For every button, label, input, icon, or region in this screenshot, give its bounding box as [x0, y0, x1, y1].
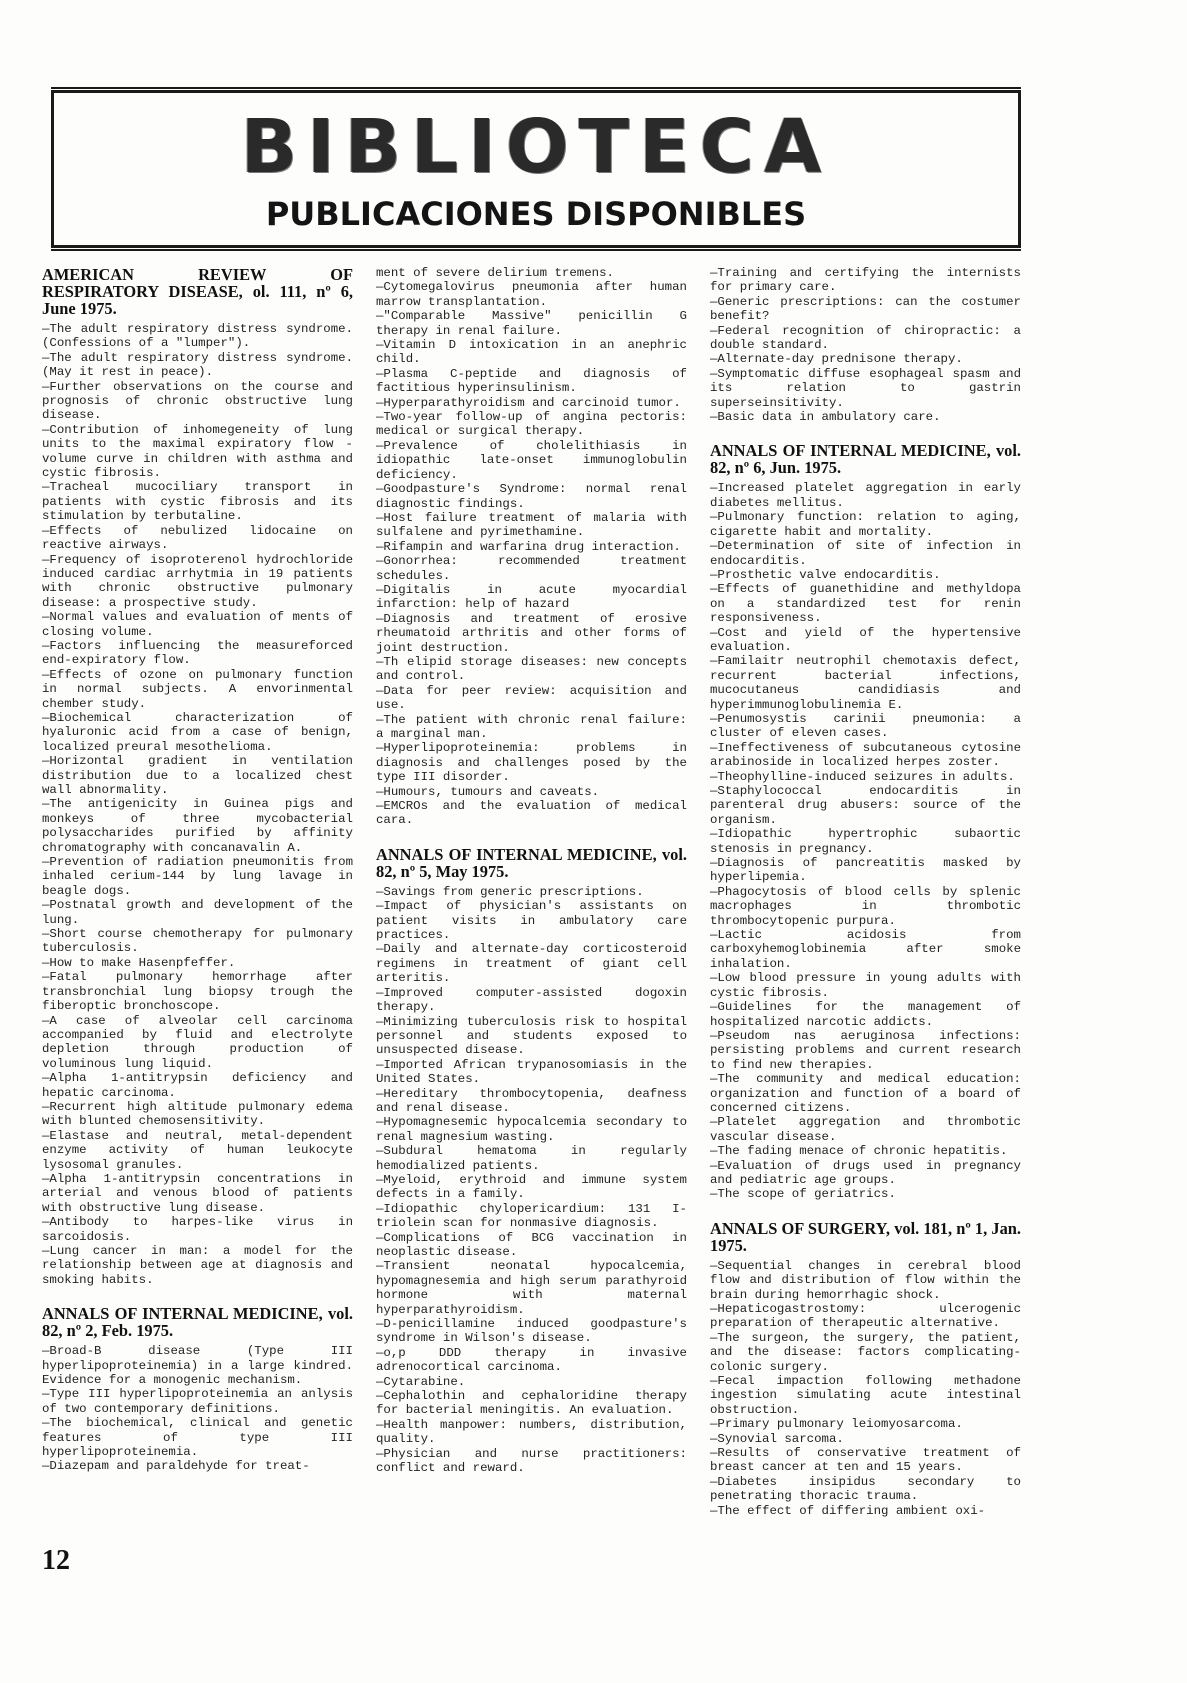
article-entry: —Basic data in ambulatory care. — [710, 410, 941, 425]
article-entry: —Lactic acidosis from carboxyhemoglobinemia after smoke inhalation. — [710, 928, 1021, 971]
article-entry: —"Comparable Massive" penicillin G therapy in renal failure. — [376, 309, 687, 338]
article-entry: ment of severe delirium tremens. — [376, 266, 614, 280]
article-entry: —Prosthetic valve endocarditis. — [710, 567, 941, 582]
article-entry: —The scope of geriatrics. — [710, 1187, 896, 1202]
article-entry: —Hyperparathyroidism and carcinoid tumor. — [376, 395, 681, 410]
article-entry: —Normal values and evaluation of ments of closing volume. — [42, 610, 353, 639]
article-entry: —Further observations on the course and prognosis of chronic obstructive lung disease. — [42, 379, 353, 423]
article-entry: —D-penicillamine induced goodpasture's syndrome in Wilson's disease. — [376, 1317, 687, 1346]
article-entry: —Diagnosis of pancreatitis masked by hyperlipemia. — [710, 856, 1021, 885]
article-entry: —Idiopathic chylopericardium: 131 I-triolein scan for nonmasive diagnosis. — [376, 1201, 687, 1231]
journal-heading: ANNALS OF SURGERY, vol. 181, nº 1, Jan. 1975. — [710, 1218, 1021, 1255]
article-entry: —Th elipid storage diseases: new concepts and control. — [376, 654, 687, 684]
section-subtitle: PUBLICACIONES DISPONIBLES — [265, 195, 807, 233]
publication-block — [376, 266, 687, 828]
publication-block — [42, 1305, 353, 1474]
article-entry: —Frequency of isoproterenol hydrochloride induced cardiac arrhytmia in 19 patients with chronic obstructive pulmonary disease: a prospective study. — [42, 552, 353, 610]
journal-heading: AMERICAN REVIEW OF RESPIRATORY DISEASE, ol. 111, nº 6, June 1975. — [42, 265, 353, 318]
article-entry: —Low blood pressure in young adults with cystic fibrosis. — [710, 971, 1021, 1000]
article-entry: —Platelet aggregation and thrombotic vascular disease. — [710, 1115, 1021, 1144]
header-banner — [51, 90, 1021, 248]
article-entry: —Results of conservative treatment of breast cancer at ten and 15 years. — [710, 1446, 1021, 1475]
article-entry: —Biochemical characterization of hyaluronic acid from a case of benign, localized preural mesothelioma. — [42, 710, 353, 754]
article-entry: —Idiopathic hypertrophic subaortic stenosis in pregnancy. — [710, 827, 1021, 856]
article-entry: —Plasma C-peptide and diagnosis of factitious hyperinsulinism. — [376, 366, 687, 396]
article-entry: —Factors influencing the measureforced end-expiratory flow. — [42, 638, 353, 668]
article-entry: —Transient neonatal hypocalcemia, hypomagnesemia and high serum parathyroid hormone with maternal hyperparathyroidism. — [376, 1259, 687, 1317]
article-entry: —Digitalis in acute myocardial infarction: help of hazard — [376, 582, 687, 612]
article-entry: —Broad-B disease (Type III hyperlipoproteinemia) in a large kindred. Evidence for a monogenic mechanism. — [42, 1344, 353, 1388]
article-entry: —The surgeon, the surgery, the patient, and the disease: factors complicating-colonic surgery. — [710, 1330, 1021, 1374]
article-entry: —Pseudom nas aeruginosa infections: persisting problems and current research to find new therapies. — [710, 1028, 1021, 1072]
article-entry: —Training and certifying the internists for primary care. — [710, 266, 1021, 295]
article-entry: —Pulmonary function: relation to aging, cigarette habit and mortality. — [710, 510, 1021, 539]
article-entry: —Alpha 1-antitrypsin deficiency and hepatic carcinoma. — [42, 1071, 353, 1100]
article-entry: —Fatal pulmonary hemorrhage after transbronchial lung biopsy trough the fiberoptic bronchoscope. — [42, 970, 353, 1014]
article-entry: —Horizontal gradient in ventilation distribution due to a localized chest wall abnormality. — [42, 754, 353, 797]
article-entry: —Phagocytosis of blood cells by splenic macrophages in thrombotic thrombocytopenic purpura. — [710, 884, 1021, 928]
publication-block — [710, 442, 1021, 1201]
article-entry: —Goodpasture's Syndrome: normal renal diagnostic findings. — [376, 482, 687, 511]
column-left — [42, 266, 353, 1492]
article-entry: —Familaitr neutrophil chemotaxis defect, recurrent bacterial infections, mucocutaneus candidiasis and hyperimmunoglobulinemia E. — [710, 654, 1021, 712]
article-entry: —The patient with chronic renal failure: a marginal man. — [376, 712, 687, 741]
article-entry: —Host failure treatment of malaria with sulfalene and pyrimethamine. — [376, 510, 687, 540]
column-middle — [376, 266, 687, 1494]
article-entry: —Myeloid, erythroid and immune system defects in a family. — [376, 1172, 687, 1202]
article-entry: —Improved computer-assisted dogoxin therapy. — [376, 985, 687, 1015]
article-entry: —Subdural hematoma in regularly hemodialized patients. — [376, 1144, 687, 1173]
article-entry: —Gonorrhea: recommended treatment schedules. — [376, 554, 687, 583]
article-entry: —Hyperlipoproteinemia: problems in diagnosis and challenges posed by the type III disorder. — [376, 741, 687, 785]
article-entry: —Staphylococcal endocarditis in parenteral drug abusers: source of the organism. — [710, 784, 1021, 827]
article-entry: —Daily and alternate-day corticosteroid regimens in treatment of giant cell arteritis. — [376, 942, 687, 986]
article-entry: —Diagnosis and treatment of erosive rheumatoid arthritis and other forms of joint destruction. — [376, 611, 687, 655]
column-right — [710, 266, 1021, 1536]
article-entry: —Short course chemotherapy for pulmonary tuberculosis. — [42, 927, 353, 956]
article-entry: —Impact of physician's assistants on patient visits in ambulatory care practices. — [376, 899, 687, 943]
masthead-title: BIBLIOTECA — [240, 104, 832, 190]
article-entry: —Data for peer review: acquisition and use. — [376, 683, 687, 713]
article-entry: —Rifampin and warfarina drug interaction. — [376, 539, 681, 554]
article-entry: —Alpha 1-antitrypsin concentrations in arterial and venous blood of patients with obstructive lung disease. — [42, 1171, 353, 1215]
article-entry: —Diazepam and paraldehyde for treat- — [42, 1459, 310, 1474]
article-entry: —Increased platelet aggregation in early diabetes mellitus. — [710, 481, 1021, 510]
article-entry: —Hepaticogastrostomy: ulcerogenic preparation of therapeutic alternative. — [710, 1302, 1021, 1331]
article-entry: —Tracheal mucociliary transport in patients with cystic fibrosis and its stimulation by terbutaline. — [42, 480, 353, 524]
article-entry: —Physician and nurse practitioners: conflict and reward. — [376, 1446, 687, 1476]
article-entry: —Diabetes insipidus secondary to penetrating thoracic trauma. — [710, 1474, 1021, 1504]
article-entry: —Primary pulmonary leiomyosarcoma. — [710, 1417, 963, 1432]
article-entry: —Health manpower: numbers, distribution, quality. — [376, 1417, 687, 1447]
article-entry: —The biochemical, clinical and genetic features of type III hyperlipoproteinemia. — [42, 1416, 353, 1460]
article-entry: —Effects of guanethidine and methyldopa on a standardized test for renin responsiveness. — [710, 582, 1021, 626]
article-entry: —The effect of differing ambient oxi- — [710, 1503, 986, 1518]
article-entry: —Alternate-day prednisone therapy. — [710, 352, 963, 367]
journal-heading: ANNALS OF INTERNAL MEDICINE, vol. 82, nº 6, Jun. 1975. — [710, 441, 1021, 478]
article-entry: —The fading menace of chronic hepatitis. — [710, 1144, 1008, 1159]
article-entry: —Effects of nebulized lidocaine on reactive airways. — [42, 523, 353, 553]
article-entry: —Theophylline-induced seizures in adults. — [710, 769, 1015, 784]
publication-block — [42, 266, 353, 1287]
article-entry: —Guidelines for the management of hospitalized narcotic addicts. — [710, 1000, 1021, 1029]
article-entry: —Recurrent high altitude pulmonary edema with blunted chemosensitivity. — [42, 1099, 353, 1129]
article-entry: —Fecal impaction following methadone ingestion simulating acute intestinal obstruction. — [710, 1374, 1021, 1417]
article-entry: —Cytomegalovirus pneumonia after human marrow transplantation. — [376, 280, 687, 309]
article-entry: —Cost and yield of the hypertensive evaluation. — [710, 625, 1021, 654]
article-entry: —Minimizing tuberculosis risk to hospital personnel and students exposed to unsuspected disease. — [376, 1014, 687, 1058]
article-entry: —Effects of ozone on pulmonary function in normal subjects. A envorinmental chember study. — [42, 667, 353, 711]
publication-block — [376, 846, 687, 1476]
article-entry: —Savings from generic prescriptions. — [376, 884, 644, 899]
article-entry: —Cephalothin and cephaloridine therapy for bacterial meningitis. An evaluation. — [376, 1389, 687, 1418]
article-entry: —Elastase and neutral, metal-dependent enzyme activity of human leukocyte lysosomal granules. — [42, 1128, 353, 1172]
article-entry: —Synovial sarcoma. — [710, 1431, 844, 1446]
publication-block — [710, 266, 1021, 424]
article-entry: —Contribution of inhomegeneity of lung units to the maximal expiratory flow - volume curve in children with asthma and cystic fibrosis. — [42, 422, 353, 481]
article-entry: —Two-year follow-up of angina pectoris: medical or surgical therapy. — [376, 410, 687, 439]
article-entry: —EMCROs and the evaluation of medical cara. — [376, 799, 687, 828]
article-entry: —The antigenicity in Guinea pigs and monkeys of three mycobacterial polysaccharides purified by affinity chromatography with concanavalin A. — [42, 797, 353, 855]
article-entry: —Federal recognition of chiropractic: a double standard. — [710, 323, 1021, 353]
article-entry: —Complications of BCG vaccination in neoplastic disease. — [376, 1230, 687, 1259]
publication-block — [710, 1220, 1021, 1518]
article-entry: —How to make Hasenpfeffer. — [42, 955, 236, 970]
journal-heading: ANNALS OF INTERNAL MEDICINE, vol. 82, nº 5, May 1975. — [376, 844, 687, 881]
article-entry: —Determination of site of infection in endocarditis. — [710, 539, 1021, 568]
article-entry: —Prevalence of cholelithiasis in idiopathic late-onset immunoglobulin deficiency. — [376, 438, 687, 482]
article-entry: —Hereditary thrombocytopenia, deafness and renal disease. — [376, 1086, 687, 1115]
article-entry: —Lung cancer in man: a model for the relationship between age at diagnosis and smoking habits. — [42, 1244, 353, 1287]
article-entry: —Hypomagnesemic hypocalcemia secondary to renal magnesium wasting. — [376, 1115, 687, 1144]
article-entry: —Postnatal growth and development of the lung. — [42, 898, 353, 927]
journal-heading: ANNALS OF INTERNAL MEDICINE, vol. 82, nº 2, Feb. 1975. — [42, 1304, 353, 1341]
article-entry: —Symptomatic diffuse esophageal spasm and its relation to gastrin superseinsitivity. — [710, 366, 1021, 410]
article-entry: —The community and medical education: organization and function of a board of concerned citizens. — [710, 1072, 1021, 1115]
article-entry: —Type III hyperlipoproteinemia an anlysis of two contemporary definitions. — [42, 1387, 353, 1416]
article-entry: —Humours, tumours and caveats. — [376, 784, 600, 799]
article-entry: —Generic prescriptions: can the costumer benefit? — [710, 294, 1021, 324]
article-entry: —The adult respiratory distress syndrome. (May it rest in peace). — [42, 350, 353, 380]
article-entry: —Ineffectiveness of subcutaneous cytosine arabinoside in localized herpes zoster. — [710, 740, 1021, 770]
article-entry: —Evaluation of drugs used in pregnancy and pediatric age groups. — [710, 1158, 1021, 1187]
article-entry: —Sequential changes in cerebral blood flow and distribution of flow within the brain during hemorrhagic shock. — [710, 1258, 1021, 1302]
page-number: 12 — [42, 1545, 70, 1576]
article-entry: —Vitamin D intoxication in an anephric child. — [376, 338, 687, 367]
article-entry: —Imported African trypanosomiasis in the United States. — [376, 1057, 687, 1087]
article-entry: —Antibody to harpes-like virus in sarcoidosis. — [42, 1215, 353, 1244]
article-entry: —Penumosystis carinii pneumonia: a cluster of eleven cases. — [710, 711, 1021, 741]
article-entry: —Prevention of radiation pneumonitis from inhaled cerium-144 by lung lavage in beagle dogs. — [42, 855, 353, 898]
article-entry: —o,p DDD therapy in invasive adrenocortical carcinoma. — [376, 1345, 687, 1375]
article-entry: —A case of alveolar cell carcinoma accompanied by fluid and electrolyte depletion through production of voluminous lung liquid. — [42, 1013, 353, 1071]
article-entry: —Cytarabine. — [376, 1374, 466, 1389]
article-entry: —The adult respiratory distress syndrome. (Confessions of a "lumper"). — [42, 322, 353, 351]
